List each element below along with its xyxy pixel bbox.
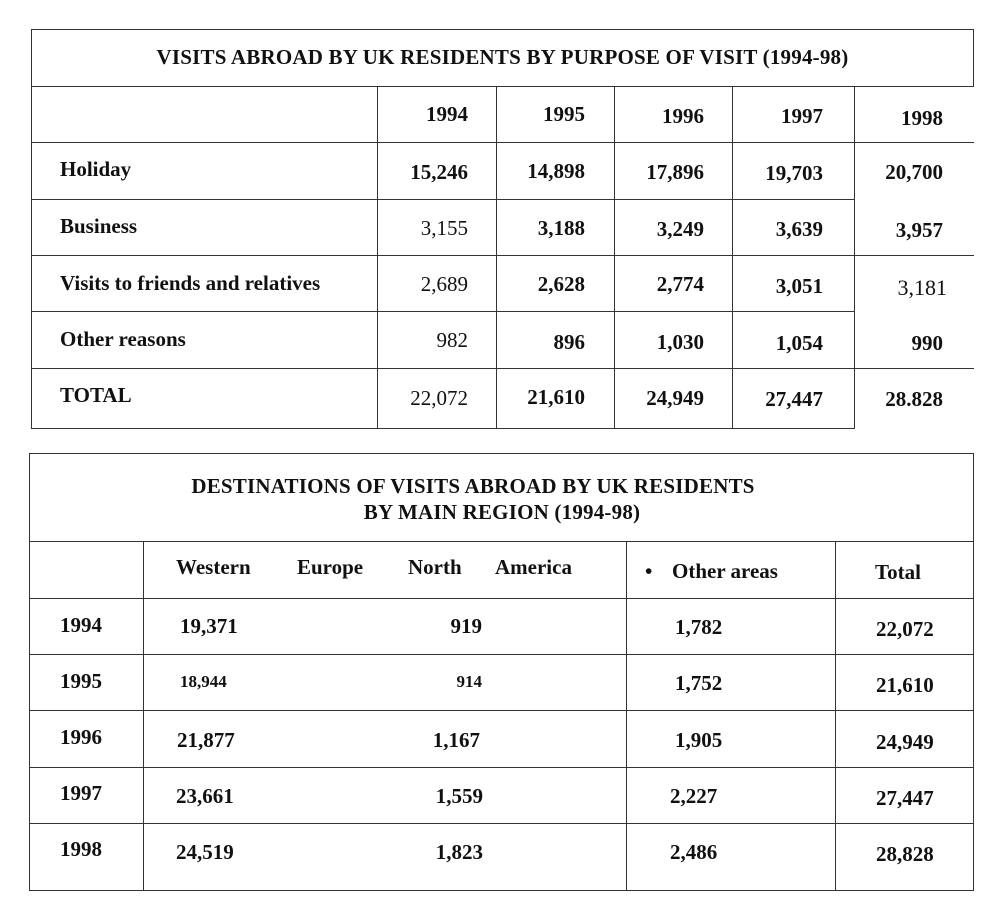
- t2-cell: 27,447: [876, 786, 934, 810]
- t1-row4-bottom: [31, 368, 974, 369]
- t1-cell: 24,949: [646, 386, 704, 410]
- t2-top-border: [29, 453, 974, 454]
- t2-row-year: 1997: [60, 781, 102, 805]
- t1-col-divider-4: [732, 86, 733, 429]
- t2-cell: 21,877: [177, 728, 235, 752]
- t2-row-year: 1995: [60, 669, 102, 693]
- t2-header-north: North: [408, 555, 462, 579]
- t1-cell: 22,072: [410, 386, 468, 410]
- t1-col-divider-2: [496, 86, 497, 429]
- t1-cell: 21,610: [527, 385, 585, 409]
- t2-header-america: America: [495, 555, 572, 579]
- t1-cell: 3,051: [775, 274, 823, 298]
- t2-title-line2: BY MAIN REGION (1994-98): [363, 500, 641, 524]
- t1-cell: 3,957: [895, 218, 943, 242]
- t1-cell: 982: [436, 328, 468, 352]
- t2-bottom-border: [29, 890, 974, 891]
- t1-cell: 3,181: [897, 275, 947, 300]
- t2-cell: 19,371: [180, 614, 238, 638]
- t1-cell: 3,188: [537, 216, 585, 240]
- t2-cell: 2,486: [670, 840, 718, 864]
- t2-header-total: Total: [875, 560, 921, 584]
- t2-cell: 18,944: [180, 672, 227, 691]
- bullet-icon: •: [645, 559, 653, 583]
- t1-cell: 3,155: [420, 216, 468, 240]
- t1-cell: 3,249: [656, 217, 704, 241]
- t1-row-label-holiday: Holiday: [60, 157, 132, 181]
- t2-cell: 1,167: [432, 728, 480, 752]
- t1-row3-bottom: [31, 311, 854, 312]
- t1-year-1995: 1995: [543, 102, 585, 126]
- t2-cell: 1,559: [435, 784, 483, 808]
- t1-title-bottom: [31, 86, 974, 87]
- t2-cell: 1,823: [435, 840, 483, 864]
- t1-bottom-border: [31, 428, 854, 429]
- t2-cell: 24,949: [876, 730, 934, 754]
- t2-cell: 919: [450, 614, 482, 638]
- t2-row3-bottom: [29, 767, 974, 768]
- t1-title: VISITS ABROAD BY UK RESIDENTS BY PURPOSE OF VISIT (1994-98): [156, 45, 849, 69]
- t2-cell: 2,227: [670, 784, 718, 808]
- t2-header-other: Other areas: [672, 559, 778, 583]
- t2-header-bottom: [29, 598, 974, 599]
- t1-row-label-business: Business: [60, 214, 138, 238]
- t1-col-divider-1: [377, 86, 378, 429]
- t1-cell: 2,774: [656, 272, 704, 296]
- t2-header-europe: Europe: [297, 555, 364, 579]
- t1-cell: 27,447: [765, 387, 823, 411]
- t1-row-label-total: TOTAL: [60, 383, 132, 407]
- t2-cell: 24,519: [176, 840, 234, 864]
- t2-cell: 914: [456, 672, 482, 691]
- t2-col-divider-3: [835, 541, 836, 891]
- t1-year-1994: 1994: [426, 102, 468, 126]
- t2-row-year: 1994: [60, 613, 102, 637]
- t1-cell: 28.828: [885, 387, 943, 411]
- t1-cell: 17,896: [646, 160, 704, 184]
- t2-cell: 28,828: [876, 842, 934, 866]
- t2-col-divider-1: [143, 541, 144, 891]
- t2-cell: 23,661: [176, 784, 234, 808]
- t1-cell: 2,689: [420, 272, 468, 296]
- t2-cell: 21,610: [876, 673, 934, 697]
- t1-left-border: [31, 29, 32, 429]
- t1-row-label-other: Other reasons: [60, 327, 186, 351]
- t1-year-1998: 1998: [901, 106, 943, 130]
- t1-year-1996: 1996: [662, 104, 704, 128]
- t2-col-divider-2: [626, 541, 627, 891]
- t1-cell: 1,054: [775, 331, 823, 355]
- t1-cell: 15,246: [410, 160, 468, 184]
- t1-cell: 19,703: [765, 161, 823, 185]
- t2-row1-bottom: [29, 654, 974, 655]
- t2-title-bottom: [29, 541, 974, 542]
- t2-header-western: Western: [176, 555, 251, 579]
- t2-row2-bottom: [29, 710, 974, 711]
- t1-cell: 3,639: [775, 217, 823, 241]
- t2-row-year: 1998: [60, 837, 102, 861]
- t1-top-border: [31, 29, 974, 30]
- t1-row2-bottom: [31, 255, 974, 256]
- t2-cell: 1,782: [675, 615, 723, 639]
- t1-cell: 14,898: [527, 159, 585, 183]
- t1-header-bottom: [31, 142, 974, 143]
- t2-cell: 22,072: [876, 617, 934, 641]
- t1-row1-bottom: [31, 199, 854, 200]
- t1-cell: 2,628: [537, 272, 585, 296]
- t2-row-year: 1996: [60, 725, 102, 749]
- t1-col-divider-3: [614, 86, 615, 429]
- t1-year-1997: 1997: [781, 104, 823, 128]
- t1-row-label-friends: Visits to friends and relatives: [60, 271, 321, 295]
- t2-row4-bottom: [29, 823, 974, 824]
- t1-cell: 20,700: [885, 160, 943, 184]
- t2-title-line1: DESTINATIONS OF VISITS ABROAD BY UK RESIDENTS: [191, 474, 755, 498]
- t2-cell: 1,905: [675, 728, 723, 752]
- t1-col-divider-5: [854, 86, 855, 429]
- t1-cell: 896: [553, 330, 585, 354]
- t1-cell: 1,030: [656, 330, 704, 354]
- t2-cell: 1,752: [675, 671, 723, 695]
- t1-cell: 990: [911, 331, 943, 355]
